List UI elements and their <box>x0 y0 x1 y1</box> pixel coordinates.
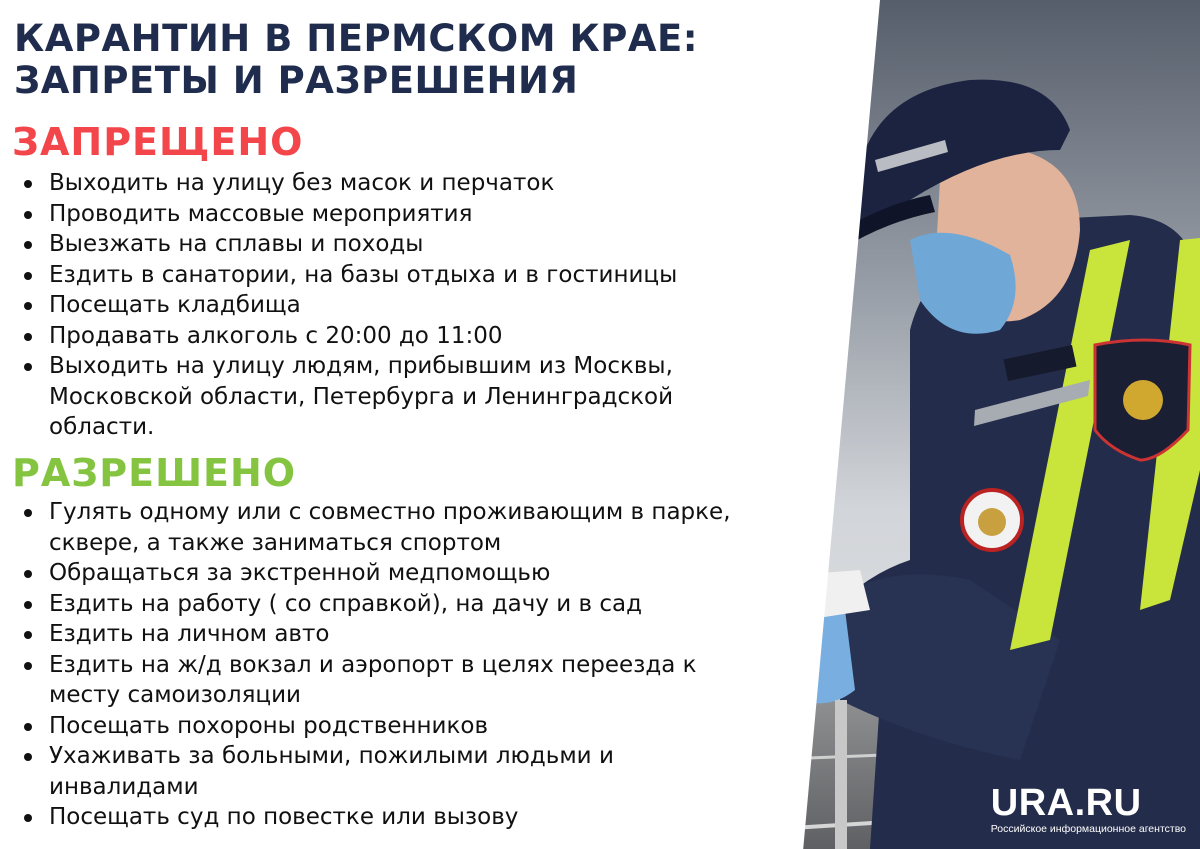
forbidden-item: Проводить массовые мероприятия <box>20 199 740 230</box>
allowed-list <box>20 497 740 833</box>
forbidden-item: Выходить на улицу без масок и перчаток <box>20 168 740 199</box>
allowed-item: Посещать суд по повестке или вызову <box>20 802 740 833</box>
forbidden-item: Ездить в санатории, на базы отдыха и в гостиницы <box>20 260 740 291</box>
forbidden-item: Выезжать на сплавы и походы <box>20 229 740 260</box>
logo-tagline: Российское информационное агентство <box>990 823 1186 835</box>
forbidden-list <box>20 168 740 443</box>
allowed-item: Посещать похороны родственников <box>20 711 740 742</box>
page-title <box>14 18 698 102</box>
allowed-heading: РАЗРЕШЕНО <box>12 451 297 495</box>
page-title-line-2: ЗАПРЕТЫ И РАЗРЕШЕНИЯ <box>14 59 579 102</box>
ura-ru-logo <box>991 783 1186 835</box>
allowed-item: Ездить на личном авто <box>20 619 740 650</box>
page-title-line-1: КАРАНТИН В ПЕРМСКОМ КРАЕ: <box>14 17 699 60</box>
forbidden-item: Выходить на улицу людям, прибывшим из Москвы, Московской области, Петербурга и Ленинградской области. <box>20 351 740 443</box>
allowed-item: Ухаживать за больными, пожилыми людьми и инвалидами <box>20 741 740 802</box>
logo-name: URA.RU <box>990 782 1142 824</box>
allowed-item: Ездить на ж/д вокзал и аэропорт в целях переезда к месту самоизоляции <box>20 650 740 711</box>
forbidden-item: Продавать алкоголь с 20:00 до 11:00 <box>20 321 740 352</box>
forbidden-heading: ЗАПРЕЩЕНО <box>12 120 304 164</box>
allowed-item: Обращаться за экстренной медпомощью <box>20 558 740 589</box>
forbidden-item: Посещать кладбища <box>20 290 740 321</box>
allowed-item: Ездить на работу ( со справкой), на дачу и в сад <box>20 589 740 620</box>
allowed-item: Гулять одному или с совместно проживающим в парке, сквере, а также заниматься спортом <box>20 497 740 558</box>
